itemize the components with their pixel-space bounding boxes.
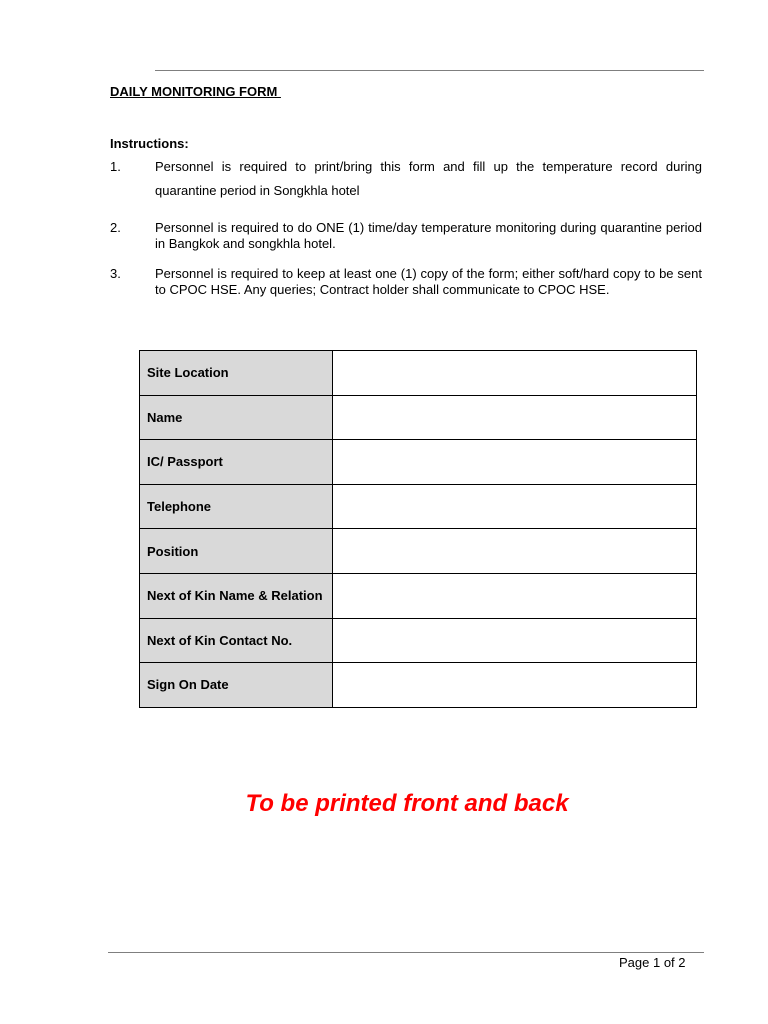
- field-value-position[interactable]: [333, 529, 697, 574]
- field-label-sign-on-date: Sign On Date: [140, 663, 333, 708]
- field-value-name[interactable]: [333, 395, 697, 440]
- personnel-info-table: [139, 350, 697, 708]
- table-row: [140, 618, 697, 663]
- field-label-site-location: Site Location: [140, 351, 333, 396]
- table-row: [140, 440, 697, 485]
- instruction-number: 1.: [110, 159, 121, 174]
- table-row: [140, 351, 697, 396]
- footer-rule: [108, 952, 704, 953]
- field-value-sign-on-date[interactable]: [333, 663, 697, 708]
- instruction-number: 3.: [110, 266, 121, 281]
- table-row: [140, 529, 697, 574]
- field-label-position: Position: [140, 529, 333, 574]
- field-label-telephone: Telephone: [140, 484, 333, 529]
- table-row: [140, 484, 697, 529]
- table-row: [140, 573, 697, 618]
- instruction-text: Personnel is required to do ONE (1) time/day temperature monitoring during quarantine period in Bangkok and songkhla hotel.: [155, 220, 702, 251]
- table-row: [140, 663, 697, 708]
- table-row: [140, 395, 697, 440]
- field-value-next-of-kin-name[interactable]: [333, 573, 697, 618]
- field-label-next-of-kin-name: Next of Kin Name & Relation: [140, 573, 333, 618]
- field-value-site-location[interactable]: [333, 351, 697, 396]
- page-number: Page 1 of 2: [619, 955, 686, 970]
- instruction-text: Personnel is required to print/bring this form and fill up the temperature record during quarantine period in Songkhla hotel: [155, 159, 702, 198]
- header-rule: [155, 70, 704, 71]
- field-value-ic-passport[interactable]: [333, 440, 697, 485]
- field-label-ic-passport: IC/ Passport: [140, 440, 333, 485]
- field-value-next-of-kin-contact[interactable]: [333, 618, 697, 663]
- instructions-heading: Instructions:: [110, 136, 189, 151]
- instruction-number: 2.: [110, 220, 121, 235]
- field-value-telephone[interactable]: [333, 484, 697, 529]
- form-title: DAILY MONITORING FORM: [110, 84, 281, 99]
- print-instruction-note: To be printed front and back: [245, 790, 569, 817]
- instruction-text: Personnel is required to keep at least one (1) copy of the form; either soft/hard copy to be sent to CPOC HSE. Any queries; Contract holder shall communicate to CPOC HSE.: [155, 266, 702, 297]
- field-label-next-of-kin-contact: Next of Kin Contact No.: [140, 618, 333, 663]
- field-label-name: Name: [140, 395, 333, 440]
